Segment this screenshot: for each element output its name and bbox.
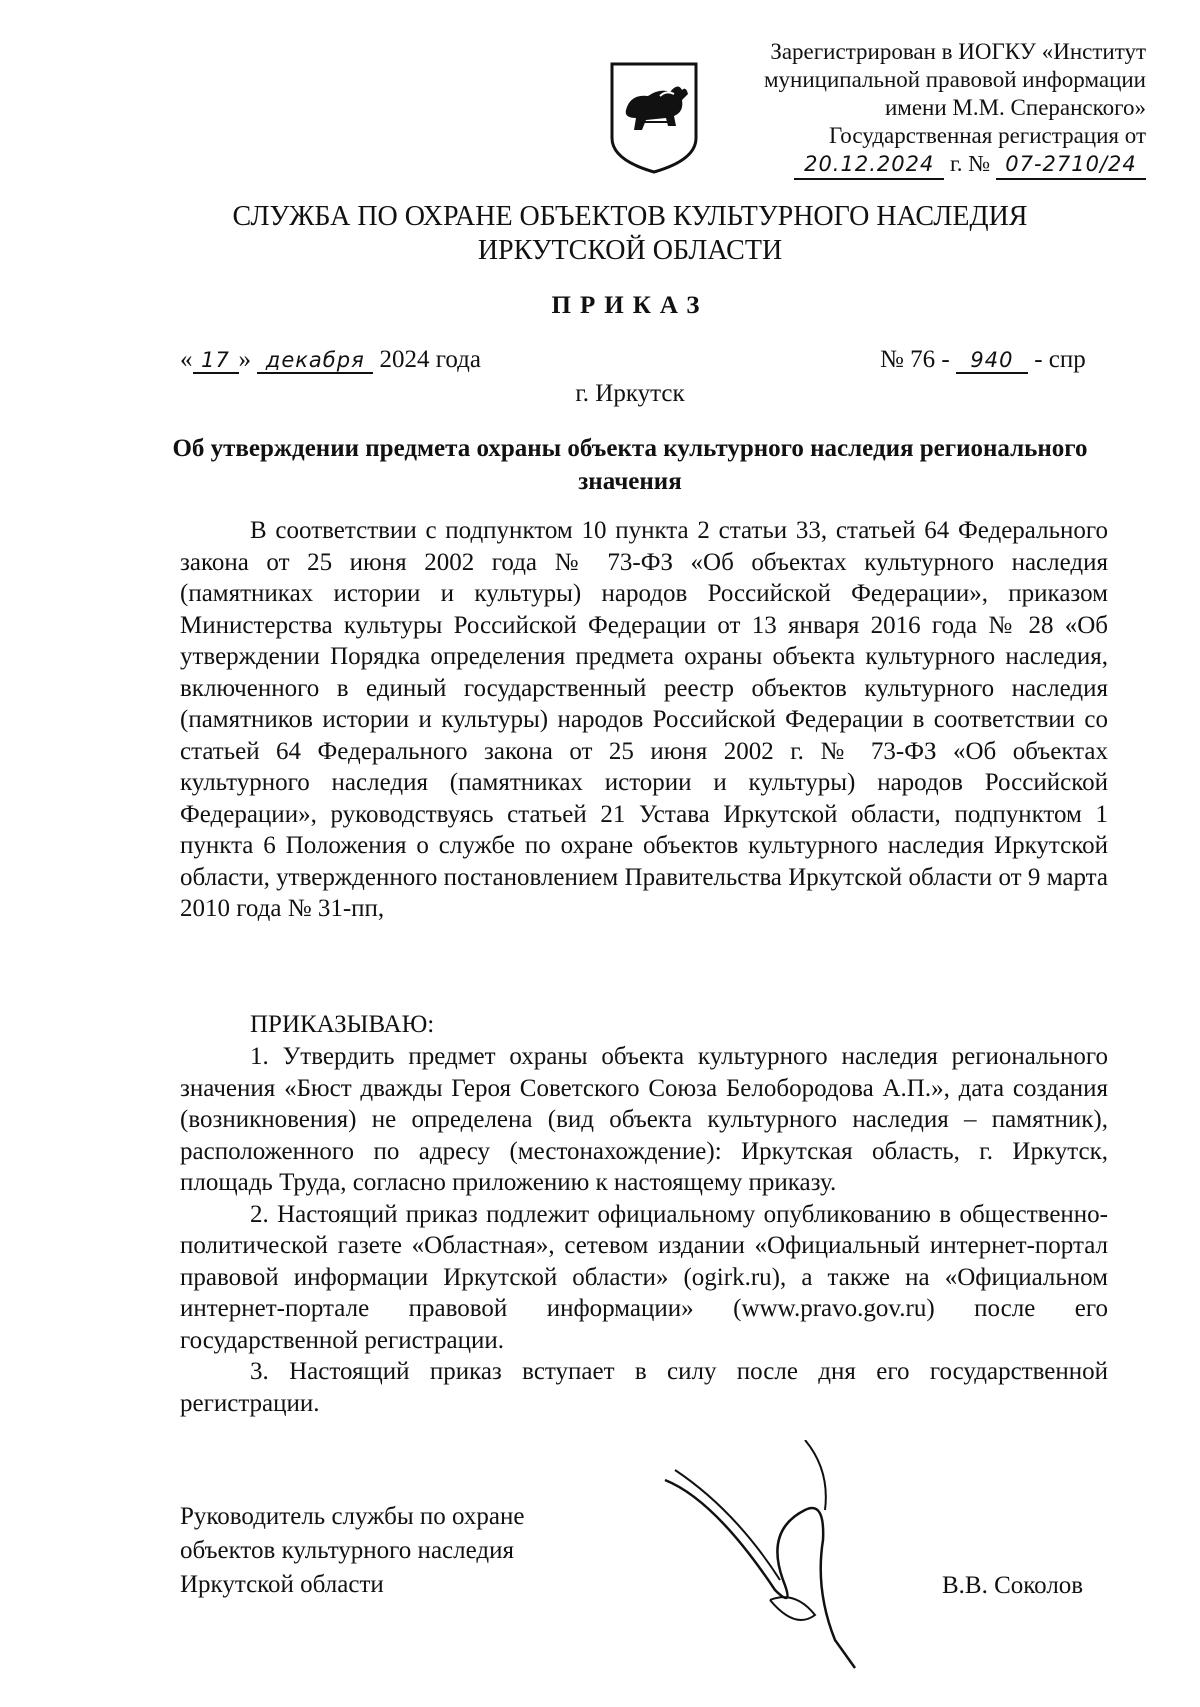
signatory-position [180, 1500, 524, 1602]
date-quote-open: « [180, 346, 193, 373]
order-number [880, 346, 1086, 374]
registration-line: Государственная регистрация от [829, 123, 1146, 148]
coat-of-arms-icon [608, 60, 700, 176]
order-word: ПРИКАЗЫВАЮ: [250, 1011, 435, 1038]
number-value: 940 [956, 348, 1028, 374]
order-items [180, 1041, 1108, 1419]
position-line: объектов культурного наследия [180, 1537, 514, 1564]
preamble [180, 515, 1108, 925]
date-year: 2024 года [379, 346, 481, 373]
agency-line: ИРКУТСКОЙ ОБЛАСТИ [477, 235, 783, 266]
signature-mark [655, 1440, 875, 1670]
position-line: Иркутской области [180, 1571, 384, 1598]
order-item: 2. Настоящий приказ подлежит официальному опубликованию в общественно-политической газете «Областная», сетевом издании «Официальный интернет-портал правовой информации Иркутской области» (ogirk.ru), а также на «Официальном интернет-портале правовой информации» (www.pravo.gov.ru) после его государственной регистрации. [180, 1200, 1108, 1354]
order-item: 1. Утвердить предмет охраны объекта культурного наследия регионального значения «Бюст дважды Героя Советского Союза Белобородова А.П.», дата создания (возникновения) не определена (вид объекта культурного наследия – памятник), расположенного по адресу (местонахождение): Иркутская область, г. Иркутск, площадь Труда, согласно приложению к настоящему приказу. [180, 1043, 1108, 1196]
signatory-name: В.В. Соколов [942, 1572, 1084, 1599]
preamble-paragraph: В соответствии с подпунктом 10 пункта 2 статьи 33, статьей 64 Федерального закона от 25 июня 2002 года № 73-ФЗ «Об объектах культурного наследия (памятниках истории и культуры) народов Российской Федерации», приказом Министерства культуры Российской Федерации от 13 января 2016 года № 28 «Об утверждении Порядка определения предмета охраны объекта культурного наследия, включенного в единый государственный реестр объектов культурного наследия (памятников истории и культуры) народов Российской Федерации в соответствии со статьей 64 Федерального закона от 25 июня 2002 г. № 73-ФЗ «Об объектах культурного наследия (памятниках истории и культуры) народов Российской Федерации», руководствуясь статьей 21 Устава Иркутской области, подпунктом 1 пункта 6 Положения о службе по охране объектов культурного наследия Иркутской области, утвержденного постановлением Правительства Иркутской области от 9 марта 2010 года № 31-пп, [180, 517, 1108, 922]
number-prefix: № 76 - [880, 346, 950, 373]
registration-date: 20.12.2024 [794, 150, 944, 180]
registration-stamp [700, 38, 1146, 180]
registration-line: Зарегистрирован в ИОГКУ «Институт [770, 39, 1146, 64]
registration-details [700, 150, 1146, 180]
city: г. Иркутск [575, 380, 685, 407]
registration-line: муниципальной правовой информации [763, 67, 1146, 92]
document-type: ПРИКАЗ [551, 292, 709, 319]
order-item: 3. Настоящий приказ вступает в силу после дня его государственной регистрации. [180, 1358, 1108, 1417]
position-line: Руководитель службы по охране [180, 1503, 525, 1530]
registration-number: 07-2710/24 [996, 150, 1146, 180]
date-day: 17 [193, 348, 239, 374]
order-date [180, 346, 481, 374]
number-suffix: - спр [1034, 346, 1086, 373]
order-subject: Об утверждении предмета охраны объекта культурного наследия регионального значения [172, 435, 1088, 495]
date-quote-close: » [238, 346, 251, 373]
date-month: декабря [257, 348, 373, 374]
registration-line: имени М.М. Сперанского» [884, 95, 1146, 120]
registration-number-prefix: г. № [949, 151, 991, 176]
agency-name [100, 200, 1160, 268]
agency-line: СЛУЖБА ПО ОХРАНЕ ОБЪЕКТОВ КУЛЬТУРНОГО НАСЛЕДИЯ [232, 201, 1028, 232]
